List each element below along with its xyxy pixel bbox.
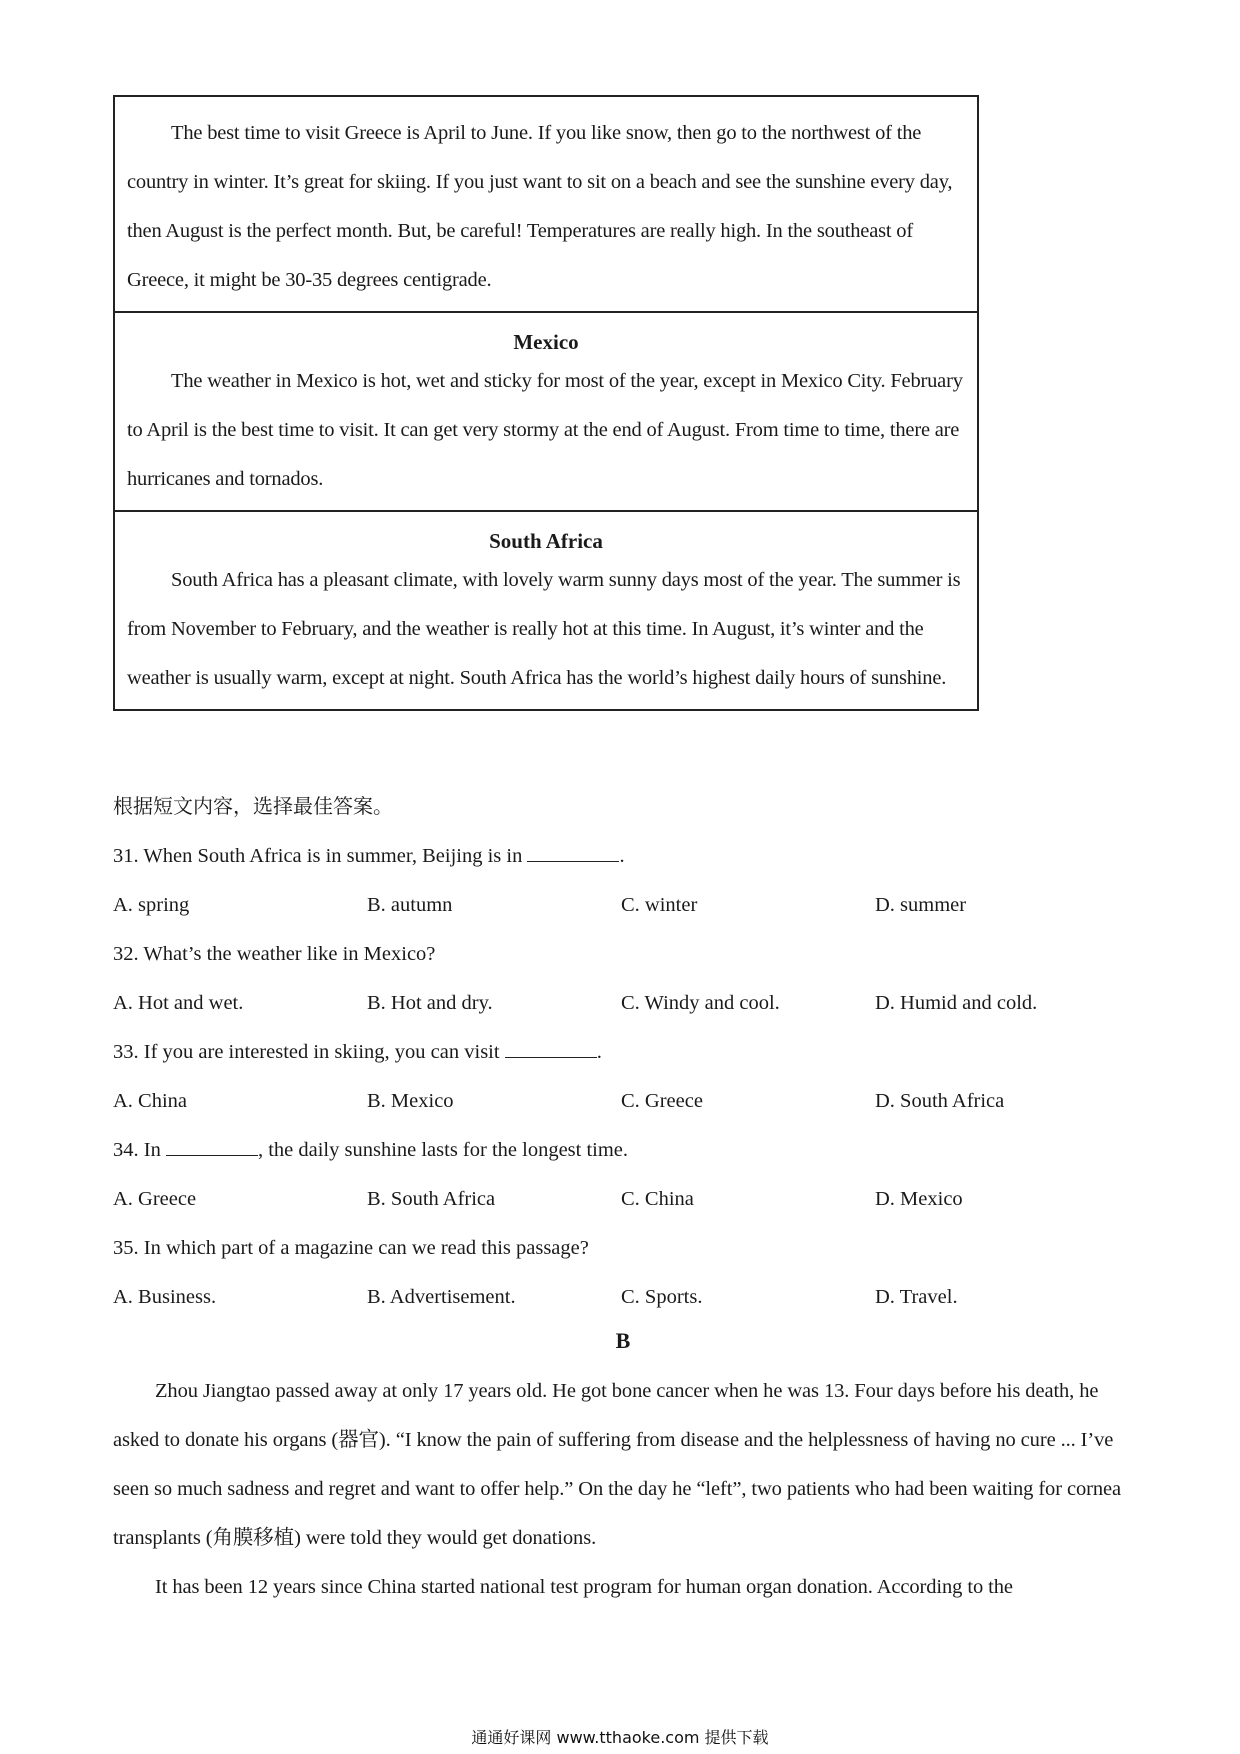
mexico-text: The weather in Mexico is hot, wet and sticky for most of the year, except in Mexico City. February to April is the best time to visit. It can get very stormy at the end of August. From time to time, there are hurricanes and tornados. xyxy=(127,370,963,490)
question-31 xyxy=(113,832,1133,930)
question-text-end: . xyxy=(596,1041,602,1063)
question-33 xyxy=(113,1028,1133,1126)
mexico-title: Mexico xyxy=(513,330,579,354)
question-32 xyxy=(113,930,1133,1028)
option-row xyxy=(113,1077,1133,1126)
option-c[interactable]: C. Windy and cool. xyxy=(621,992,780,1014)
south-africa-text: South Africa has a pleasant climate, with lovely warm sunny days most of the year. The summer is from November to February, and the weather is really hot at this time. In August, it’s winter and the weather is usually warm, except at night. South Africa has the world’s highest daily hours of sunshine. xyxy=(127,569,961,689)
option-row xyxy=(113,881,1133,930)
question-stem xyxy=(113,1028,1133,1077)
option-d[interactable]: D. Humid and cold. xyxy=(875,992,1038,1014)
option-b[interactable]: B. Hot and dry. xyxy=(367,992,493,1014)
option-c[interactable]: C. China xyxy=(621,1188,694,1210)
option-row xyxy=(113,979,1133,1028)
question-34 xyxy=(113,1126,1133,1224)
option-row xyxy=(113,1273,1133,1322)
option-a[interactable]: A. China xyxy=(113,1090,188,1112)
option-a[interactable]: A. Greece xyxy=(113,1188,197,1210)
option-d[interactable]: D. Mexico xyxy=(875,1188,963,1210)
question-text: 35. In which part of a magazine can we read this passage? xyxy=(113,1237,589,1259)
mexico-cell xyxy=(115,311,977,510)
question-text-end: , the daily sunshine lasts for the longest time. xyxy=(257,1139,629,1161)
option-row xyxy=(113,1175,1133,1224)
greece-cell xyxy=(115,97,977,311)
passage-b xyxy=(113,1367,1133,1612)
option-a[interactable]: A. Business. xyxy=(113,1286,217,1308)
option-b[interactable]: B. autumn xyxy=(367,894,453,916)
question-35 xyxy=(113,1224,1133,1322)
answer-blank xyxy=(166,1133,258,1156)
option-a[interactable]: A. Hot and wet. xyxy=(113,992,244,1014)
question-text: 31. When South Africa is in summer, Beijing is in xyxy=(113,845,528,867)
question-text-end: . xyxy=(619,845,625,867)
question-stem xyxy=(113,1126,1133,1175)
option-a[interactable]: A. spring xyxy=(113,894,190,916)
page-footer: 通通好课网 www.tthaoke.com 提供下载 xyxy=(471,1728,769,1747)
answer-blank xyxy=(505,1035,597,1058)
question-stem xyxy=(113,832,1133,881)
question-text: 33. If you are interested in skiing, you can visit xyxy=(113,1041,505,1063)
instruction: 根据短文内容，选择最佳答案。 xyxy=(113,794,393,818)
option-b[interactable]: B. Mexico xyxy=(367,1090,454,1112)
question-list xyxy=(113,832,1133,1322)
question-text: 34. In xyxy=(113,1139,166,1161)
weather-info-table xyxy=(113,95,979,711)
question-stem xyxy=(113,930,1133,979)
option-b[interactable]: B. South Africa xyxy=(367,1188,496,1210)
greece-text: The best time to visit Greece is April to June. If you like snow, then go to the northwest of the country in winter. It’s great for skiing. If you just want to sit on a beach and see the sunshine every day, then August is the perfect month. But, be careful! Temperatures are really high. In the southeast of Greece, it might be 30-35 degrees centigrade. xyxy=(127,122,953,291)
option-b[interactable]: B. Advertisement. xyxy=(367,1286,516,1308)
answer-blank xyxy=(527,839,619,862)
option-c[interactable]: C. winter xyxy=(621,894,698,916)
option-d[interactable]: D. South Africa xyxy=(875,1090,1005,1112)
question-stem xyxy=(113,1224,1133,1273)
passage-paragraph-2: It has been 12 years since China started national test program for human organ donation. According to the xyxy=(155,1576,1013,1598)
passage-paragraph-1: Zhou Jiangtao passed away at only 17 years old. He got bone cancer when he was 13. Four days before his death, he asked to donate his organs (器官). “I know the pain of suffering from disease and the helplessness of having no cure ... I’ve seen so much sadness and regret and want to offer help.” On the day he “left”, two patients who had been waiting for cornea transplants (角膜移植) were told they would get donations. xyxy=(113,1380,1121,1549)
option-d[interactable]: D. Travel. xyxy=(875,1286,958,1308)
section-b-heading: B xyxy=(615,1328,631,1353)
south-africa-cell xyxy=(115,510,977,709)
option-c[interactable]: C. Sports. xyxy=(621,1286,703,1308)
option-c[interactable]: C. Greece xyxy=(621,1090,703,1112)
question-text: 32. What’s the weather like in Mexico? xyxy=(113,943,436,965)
option-d[interactable]: D. summer xyxy=(875,894,967,916)
south-africa-title: South Africa xyxy=(489,529,603,553)
